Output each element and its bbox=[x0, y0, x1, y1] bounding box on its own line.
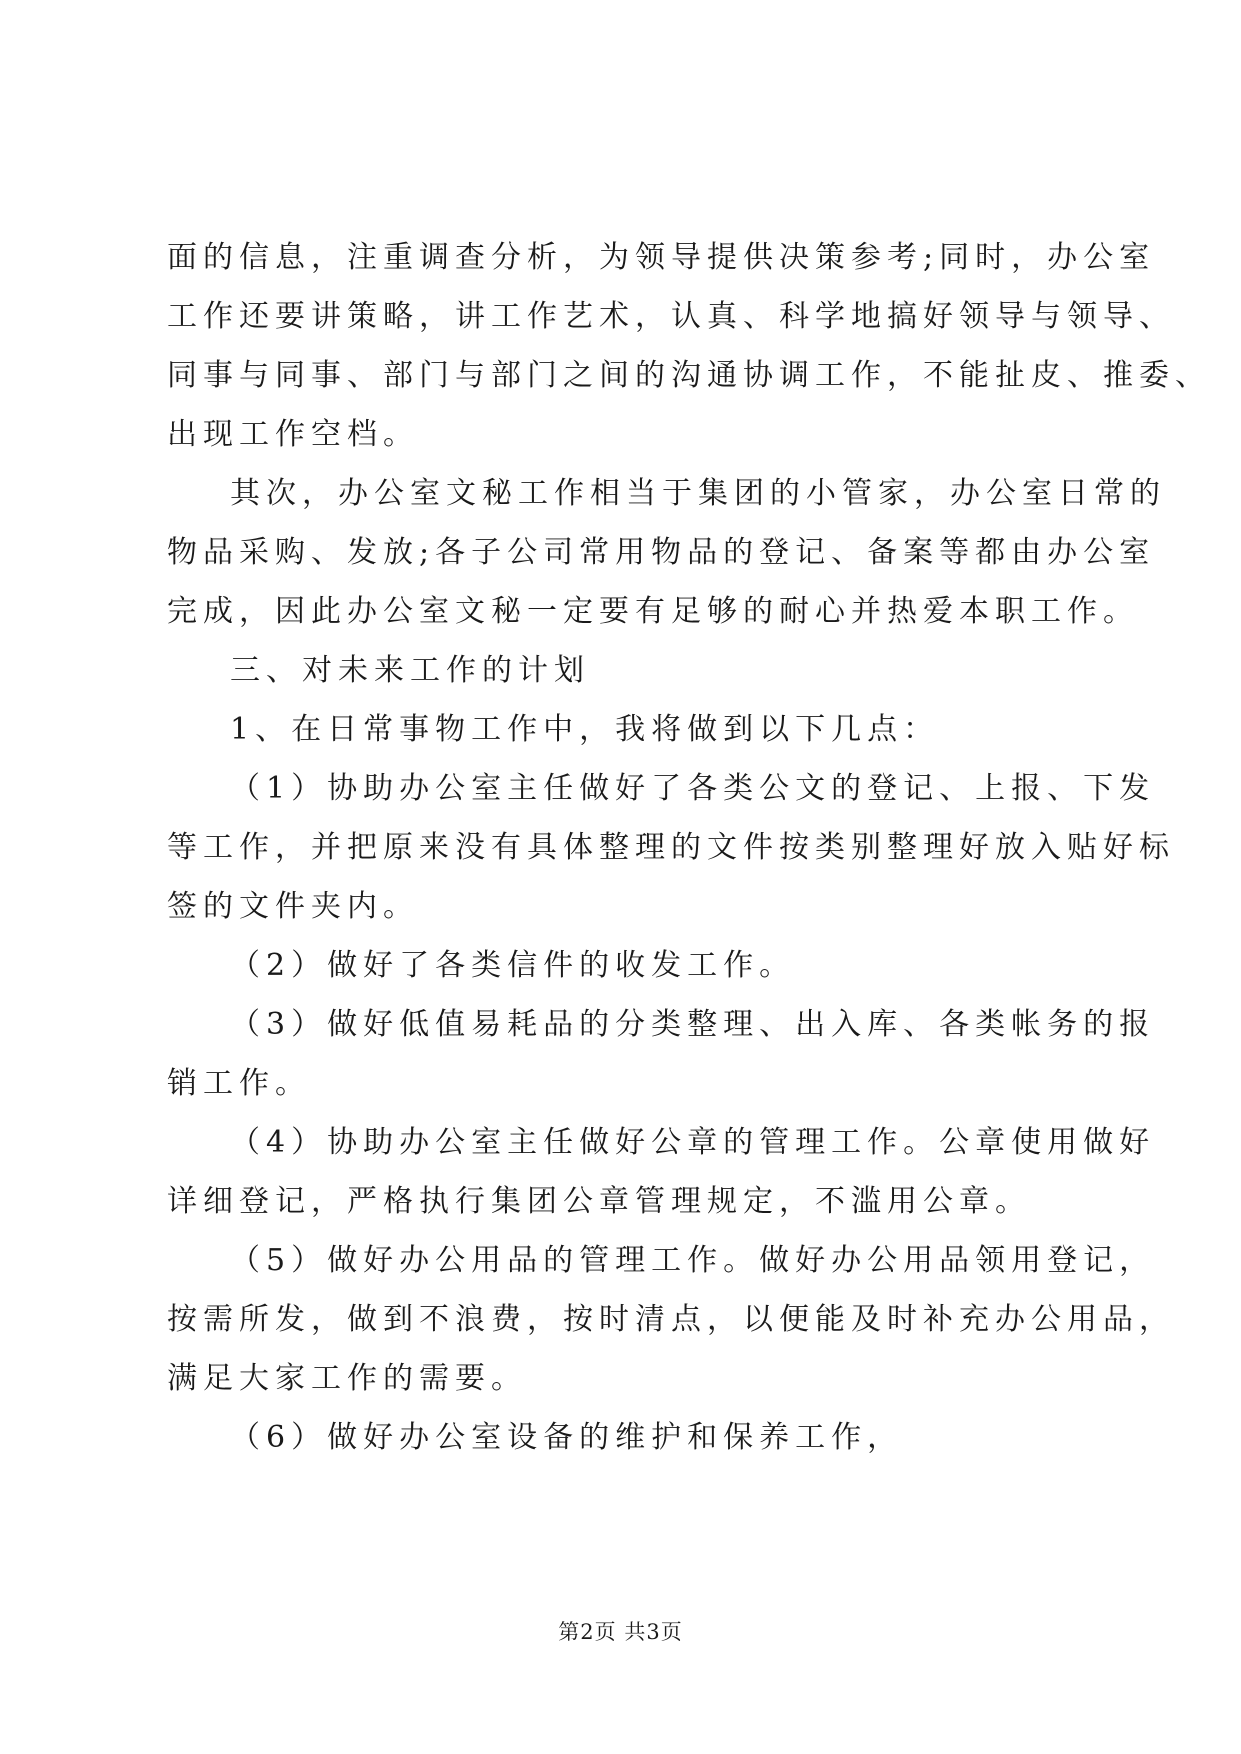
page-footer: 第2页 共3页 bbox=[558, 1620, 683, 1644]
text-line: 同事与同事、部门与部门之间的沟通协调工作，不能扯皮、推委、 bbox=[167, 358, 1211, 393]
text-line: 其次，办公室文秘工作相当于集团的小管家，办公室日常的 bbox=[230, 476, 1166, 511]
text-line: 出现工作空档。 bbox=[167, 417, 419, 452]
text-line: （2）做好了各类信件的收发工作。 bbox=[230, 948, 796, 983]
body-text bbox=[167, 228, 1211, 1467]
text-line: 按需所发，做到不浪费，按时清点，以便能及时补充办公用品， bbox=[167, 1302, 1175, 1337]
text-line: 等工作，并把原来没有具体整理的文件按类别整理好放入贴好标 bbox=[167, 830, 1175, 865]
text-line: 面的信息，注重调查分析，为领导提供决策参考;同时，办公室 bbox=[167, 240, 1156, 275]
text-line: 工作还要讲策略，讲工作艺术，认真、科学地搞好领导与领导、 bbox=[167, 299, 1175, 334]
text-line: （4）协助办公室主任做好公章的管理工作。公章使用做好 bbox=[230, 1125, 1156, 1160]
text-line: 详细登记，严格执行集团公章管理规定，不滥用公章。 bbox=[167, 1184, 1031, 1219]
text-line: 满足大家工作的需要。 bbox=[167, 1361, 527, 1396]
text-line: （3）做好低值易耗品的分类整理、出入库、各类帐务的报 bbox=[230, 1007, 1156, 1042]
section-heading: 三、对未来工作的计划 bbox=[230, 653, 590, 688]
text-line: （1）协助办公室主任做好了各类公文的登记、上报、下发 bbox=[230, 771, 1156, 806]
text-line: 完成，因此办公室文秘一定要有足够的耐心并热爱本职工作。 bbox=[167, 594, 1139, 629]
text-line: 签的文件夹内。 bbox=[167, 889, 419, 924]
text-line: 销工作。 bbox=[167, 1066, 311, 1101]
text-line: （5）做好办公用品的管理工作。做好办公用品领用登记， bbox=[230, 1243, 1156, 1278]
text-line: （6）做好办公室设备的维护和保养工作， bbox=[230, 1420, 904, 1455]
text-line: 1、在日常事物工作中，我将做到以下几点： bbox=[230, 712, 940, 747]
text-line: 物品采购、发放;各子公司常用物品的登记、备案等都由办公室 bbox=[167, 535, 1156, 570]
